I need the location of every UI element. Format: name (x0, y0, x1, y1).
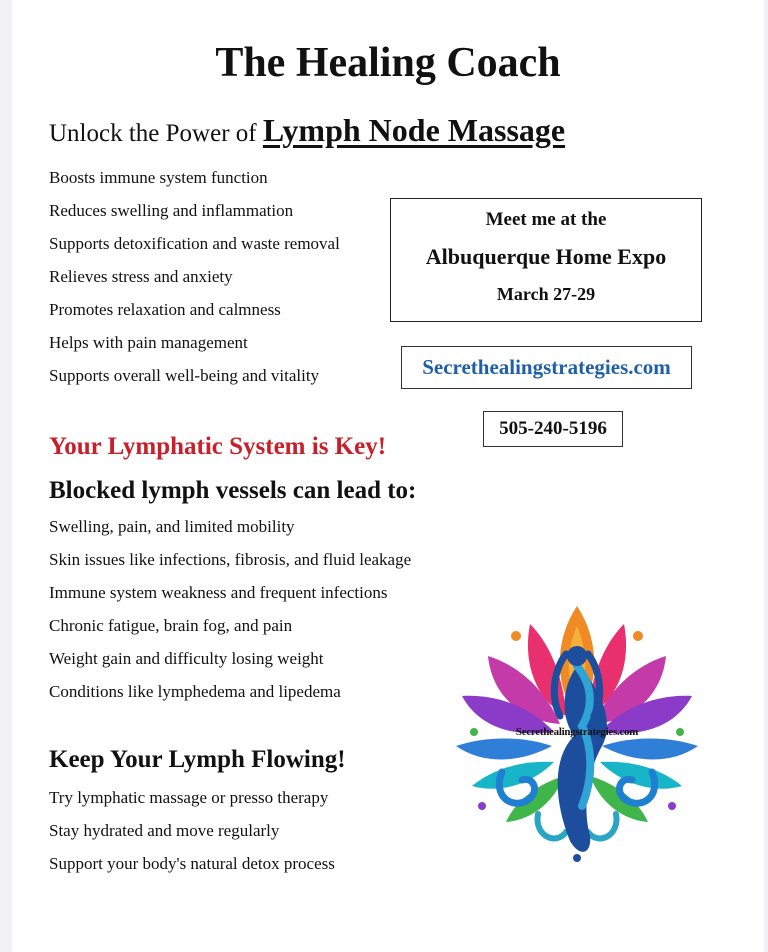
list-item: Supports overall well-being and vitality (49, 366, 320, 385)
list-item: Promotes relaxation and calmness (49, 300, 281, 319)
list-item: Supports detoxification and waste removal (49, 234, 340, 253)
lotus-logo (442, 596, 712, 866)
list-item: Conditions like lymphedema and lipedema (49, 682, 341, 701)
subtitle-focus: Lymph Node Massage (262, 112, 566, 148)
tips-list (49, 787, 335, 886)
expo-dates: March 27-29 (496, 284, 596, 304)
website-link[interactable]: Secrethealingstrategies.com (401, 346, 692, 389)
phone-number: 505-240-5196 (483, 411, 623, 447)
expo-info-box (390, 198, 702, 322)
subtitle-lead: Unlock the Power of (49, 120, 263, 147)
lymph-flow-heading: Keep Your Lymph Flowing! (49, 746, 346, 773)
expo-invite: Meet me at the (485, 209, 607, 230)
list-item: Reduces swelling and inflammation (49, 201, 294, 220)
list-item: Skin issues like infections, fibrosis, and fluid leakage (49, 550, 412, 569)
list-item: Boosts immune system function (49, 168, 268, 187)
list-item: Swelling, pain, and limited mobility (49, 517, 295, 536)
expo-name: Albuquerque Home Expo (425, 244, 667, 269)
flyer-page (12, 0, 764, 952)
list-item: Stay hydrated and move regularly (49, 821, 280, 840)
logo-website-text: Secrethealingstrategies.com (515, 726, 639, 738)
subtitle (49, 114, 565, 146)
list-item: Weight gain and difficulty losing weight (49, 649, 324, 668)
list-item: Helps with pain management (49, 333, 248, 352)
benefits-list (49, 167, 340, 398)
list-item: Chronic fatigue, brain fog, and pain (49, 616, 293, 635)
blocked-vessels-heading: Blocked lymph vessels can lead to: (49, 477, 417, 504)
list-item: Try lymphatic massage or presso therapy (49, 788, 329, 807)
list-item: Relieves stress and anxiety (49, 267, 233, 286)
problems-list (49, 516, 411, 714)
page-title: The Healing Coach (215, 40, 561, 86)
list-item: Support your body's natural detox process (49, 854, 335, 873)
list-item: Immune system weakness and frequent infections (49, 583, 388, 602)
lymphatic-key-heading: Your Lymphatic System is Key! (49, 433, 387, 460)
